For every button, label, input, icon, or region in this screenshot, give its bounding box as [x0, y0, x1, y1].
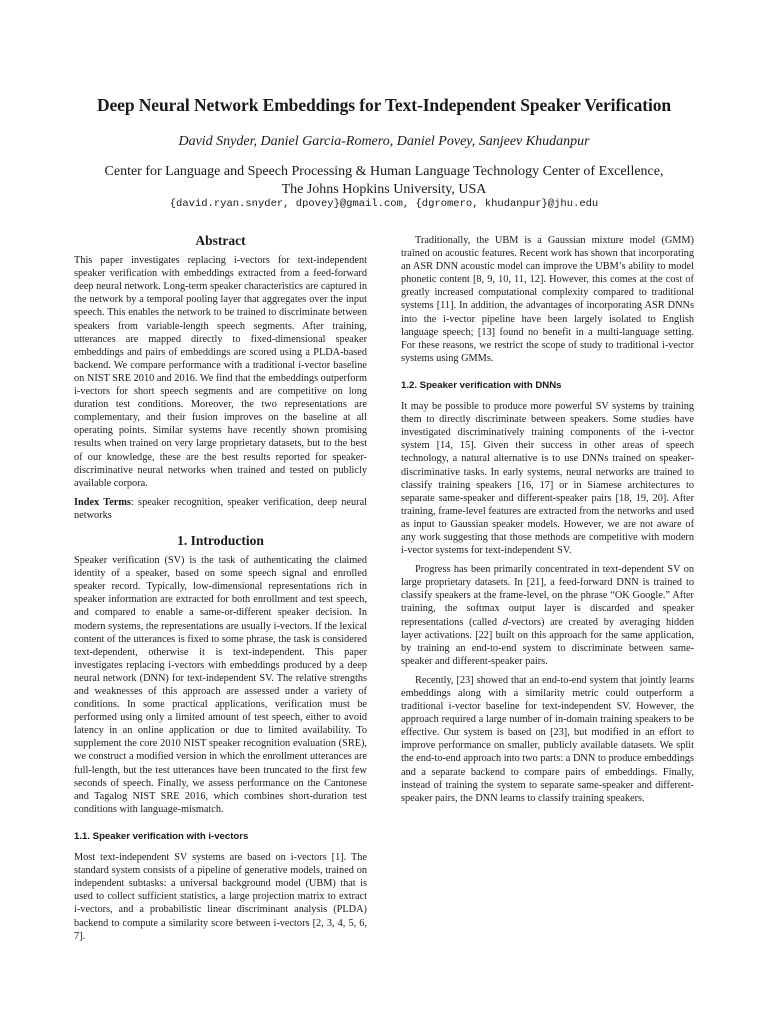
paper-title: Deep Neural Network Embeddings for Text-Independent Speaker Verification [96, 95, 672, 115]
section-1-1-paragraph-2: Traditionally, the UBM is a Gaussian mixture model (GMM) trained on acoustic features. Recent work has shown that incorporating an ASR DNN acoustic model can improve the UBM’s ability to model phonetic content [8, 9, 10, 11, 12]. However, this comes at the cost of greatly increased computational complexity compared to traditional systems [11]. In addition, the advantages of incorporating ASR DNNs into the i-vector pipeline have been largely isolated to English language speech; [13] found no benefit in a multi-language setting. For these reasons, we restrict the scope of study to traditional i-vector systems using GMMs. [401, 235, 694, 364]
section-1-2-paragraph-2 [401, 563, 694, 668]
paper-affiliation [40, 163, 728, 199]
p2-text-b: -vectors) are created by averaging hidden layer activations. [22] built on this approach for the same application, by training an end-to-end system to discriminate between same-speaker and different-speaker pairs. [401, 616, 694, 667]
index-terms [74, 496, 367, 522]
right-column [401, 234, 694, 805]
introduction-paragraph: Speaker verification (SV) is the task of authenticating the claimed identity of a speaker, based on some speech signal and enrolled speaker record. Typically, low-dimensional representations rich in speaker information are extracted for both enrollment and test speech, and compared to enable a same-or-different speaker decision. In modern systems, the representations are usually i-vectors. If the lexical content of the utterances is fixed to some phrase, the task is considered text-dependent, otherwise it is text-independent. This paper investigates replacing i-vectors with embeddings produced by a deep neural network (DNN) for text-independent SV. The relative strengths and weaknesses of this approach are assessed under a variety of conditions. In some practical applications, verification must be performed using only a limited amount of test speech, either to avoid latency in an online application or due to limited availability. To supplement the core 2010 NIST speaker recognition evaluation (SRE), we construct a modified version in which the enrollment utterances are full-length, but the test utterances have been truncated to the first few seconds of speech. Finally, we assess performance on the Cantonese and Tagalog NIST SRE 2016, which combines short-duration test conditions with language-mismatch. [74, 555, 367, 815]
paper-authors: David Snyder, Daniel Garcia-Romero, Daniel Povey, Sanjeev Khudanpur [178, 134, 590, 149]
section-1-1-heading: 1.1. Speaker verification with i-vectors [74, 830, 249, 842]
left-column [74, 234, 367, 943]
p2-italic-d: d [502, 616, 508, 628]
index-terms-label: Index Terms [74, 496, 131, 508]
introduction-heading: 1. Introduction [177, 532, 264, 548]
abstract-text: This paper investigates replacing i-vectors for text-independent speaker verification with embeddings extracted from a feed-forward deep neural network. Long-term speaker characteristics are captured in the network by a temporal pooling layer that aggregates over the input speech. This enables the network to be trained to discriminate between speakers from variable-length speech segments. After training, utterances are mapped directly to fixed-dimensional speaker embeddings and pairs of embeddings are scored using a PLDA-based backend. We compare performance with a traditional i-vector baseline on NIST SRE 2010 and 2016. We find that the embeddings outperform i-vectors for short speech segments and are competitive on long duration test conditions. Moreover, the two representations are complementary, and their fusion improves on the baseline at all operating points. Similar systems have recently shown promising results when trained on very large proprietary datasets, but to the best of our knowledge, these are the best results reported for speaker-discriminative neural networks when trained and tested on publicly available corpora. [74, 255, 367, 489]
section-1-2-heading: 1.2. Speaker verification with DNNs [401, 379, 562, 391]
index-terms-list: : speaker recognition, speaker verification, deep neural networks [74, 496, 367, 521]
section-1-2-paragraph-3: Recently, [23] showed that an end-to-end system that jointly learns embeddings along with a similarity metric could outperform a traditional i-vector baseline for text-independent SV. However, the approach required a large number of in-domain training speakers to be effective. Our system is based on [23], but modified in an effort to improve performance on smaller, publicly available datasets. We split the end-to-end approach into two parts: a DNN to produce embeddings and a separate backend to compare pairs of embeddings. Finally, instead of training the system to separate same-speaker and different-speaker pairs, the DNN learns to classify training speakers. [401, 674, 694, 804]
author-emails: {david.ryan.snyder, dpovey}@gmail.com, {dgromero, khudanpur}@jhu.edu [169, 198, 599, 210]
affiliation-line-2: The Johns Hopkins University, USA [281, 182, 487, 197]
section-1-2-paragraph-1: It may be possible to produce more powerful SV systems by training them to directly discriminate between speakers. Some studies have investigated discriminatively training components of the i-vector system [14, 15]. Given their success in other areas of speech technology, a natural alternative is to use DNNs trained on speaker-discriminative tasks. In early systems, neural networks are trained to classify training speakers [16, 17] or in Siamese architectures to separate same-speaker and different-speaker pairs [18, 19, 20]. After training, frame-level features are extracted from the networks and used as input to Gaussian speaker models. However, we are not aware of any work suggesting that those methods are competitive with modern i-vector systems for text-independent SV. [401, 401, 694, 557]
section-1-1-paragraph-1: Most text-independent SV systems are based on i-vectors [1]. The standard system consists of a pipeline of generative models, trained on independent subtasks: a universal background model (UBM) that is used to collect sufficient statistics, a large projection matrix to extract i-vectors, and a probabilistic linear discriminant analysis (PLDA) backend to compute a similarity score between i-vectors [2, 3, 4, 5, 6, 7]. [74, 852, 367, 942]
affiliation-line-1: Center for Language and Speech Processing & Human Language Technology Center of Excellence, [104, 164, 664, 179]
p2-text-a: Progress has been primarily concentrated in text-dependent SV on large proprietary datasets. In [21], a feed-forward DNN is trained to classify speakers at the frame-level, on the phrase “OK Google.” After training, the softmax output layer is discarded and speaker representations (called [401, 564, 694, 628]
abstract-heading: Abstract [195, 233, 246, 248]
